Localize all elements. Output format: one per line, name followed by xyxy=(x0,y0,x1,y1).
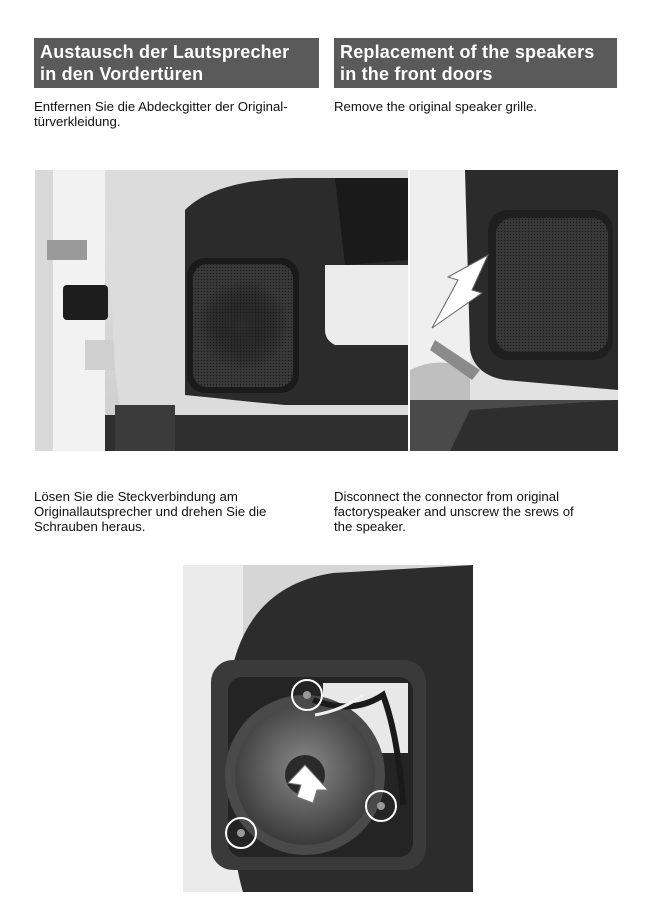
heading-english-line1: Replacement of the speakers xyxy=(340,42,595,62)
heading-german-line1: Austausch der Lautsprecher xyxy=(40,42,290,62)
step2-english-line2: factoryspeaker and unscrew the srews of xyxy=(334,504,574,519)
step2-english-line3: the speaker. xyxy=(334,519,406,534)
step2-german-line3: Schrauben heraus. xyxy=(34,519,146,534)
step2-german-line2: Originallautsprecher und drehen Sie die xyxy=(34,504,267,519)
heading-german xyxy=(34,38,319,88)
step2-text-english xyxy=(334,489,620,534)
step1-german-line1: Entfernen Sie die Abdeckgitter der Original- xyxy=(34,99,288,114)
photo-original-speaker-screws xyxy=(183,565,473,892)
heading-english xyxy=(334,38,617,88)
step2-text-german xyxy=(34,489,321,534)
photo-grille-removal xyxy=(410,170,618,451)
step1-german-line2: türverkleidung. xyxy=(34,114,121,129)
step1-text-english xyxy=(334,99,624,114)
step1-text-german xyxy=(34,99,326,129)
heading-english-line2: in the front doors xyxy=(340,64,493,84)
heading-german-line2: in den Vordertüren xyxy=(40,64,204,84)
step2-english-line1: Disconnect the connector from original xyxy=(334,489,560,504)
step1-english-line1: Remove the original speaker grille. xyxy=(334,99,538,114)
photo-door-speaker-grille xyxy=(35,170,408,451)
step2-german-line1: Lösen Sie die Steckverbindung am xyxy=(34,489,238,504)
